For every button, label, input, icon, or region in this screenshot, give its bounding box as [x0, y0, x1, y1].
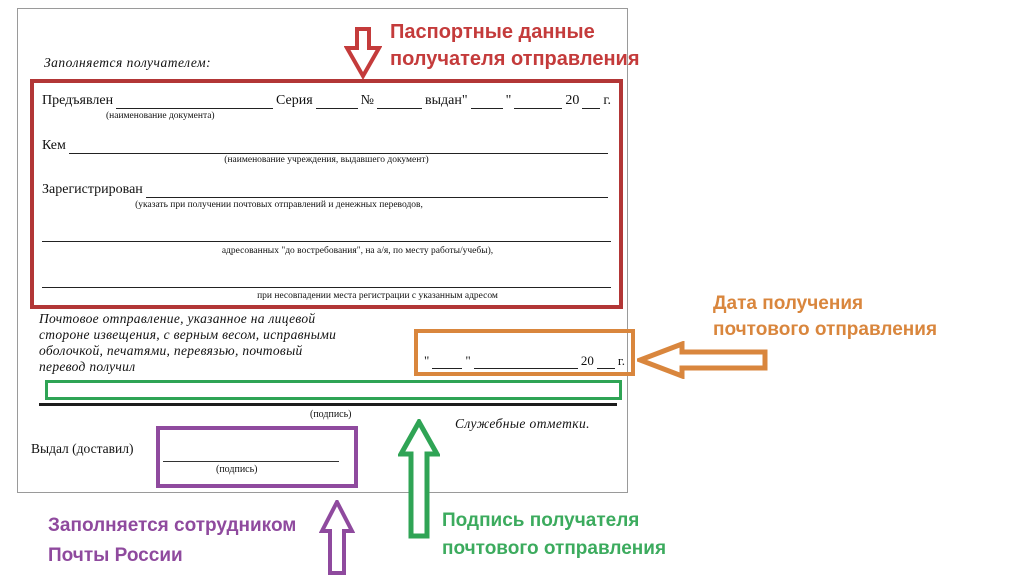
issuer-row	[42, 138, 611, 154]
annotation-line: Заполняется сотрудником	[48, 515, 297, 536]
issuer-blank	[69, 140, 608, 154]
issuer-hint: (наименование учреждения, выдавшего документ)	[224, 155, 429, 165]
year-blank	[582, 95, 600, 109]
registered-hint: (указать при получении почтовых отправлений и денежных переводов,	[135, 200, 423, 210]
receipt-line: перевод получил	[39, 359, 136, 374]
passport-data-box	[30, 79, 623, 309]
quote-open: "	[424, 353, 430, 368]
day-blank	[432, 355, 462, 369]
receipt-line: оболочкой, печатями, перевязью, почтовый	[39, 343, 303, 358]
passport-data-annotation	[390, 19, 640, 73]
annotation-line: получателя отправления	[390, 48, 640, 70]
issued-by-label: Выдал (доставил)	[31, 441, 134, 456]
year-blank	[597, 355, 615, 369]
mismatch-hint: при несовпадении места регистрации с указанным адресом	[257, 291, 498, 301]
signature-rule	[39, 403, 617, 406]
mismatch-blank-line	[42, 287, 611, 288]
annotation-line: почтового отправления	[442, 538, 667, 559]
registered-label: Зарегистрирован	[42, 182, 143, 197]
address-blank-line	[42, 241, 611, 242]
green-up-arrow-icon	[398, 419, 440, 539]
presented-row	[42, 93, 611, 109]
employee-signature-hint: (подпись)	[216, 464, 258, 475]
quote-close: "	[505, 93, 512, 108]
receipt-line: Почтовое отправление, указанное на лицевой	[39, 311, 316, 326]
number-label: №	[360, 93, 375, 108]
annotation-line: Подпись получателя	[442, 510, 640, 531]
recipient-signature-hint: (подпись)	[310, 409, 352, 420]
month-blank	[514, 95, 562, 109]
quote-open: "	[461, 93, 468, 108]
series-blank	[316, 95, 358, 109]
month-blank	[474, 355, 578, 369]
registered-blank	[146, 184, 608, 198]
receipt-statement	[39, 311, 399, 375]
postal-employee-annotation	[48, 511, 296, 571]
receipt-line: стороне извещения, с верным весом, исправными	[39, 327, 337, 342]
service-marks-label: Служебные отметки.	[455, 416, 590, 431]
purple-up-arrow-icon	[319, 500, 355, 576]
annotation-line: Дата получения	[713, 293, 864, 314]
recipient-signature-annotation	[442, 507, 666, 563]
document-name-blank	[116, 95, 273, 109]
day-blank	[471, 95, 503, 109]
registered-row	[42, 182, 611, 198]
document-name-hint: (наименование документа)	[106, 111, 215, 121]
receive-date-field	[414, 329, 635, 376]
recipient-signature-field	[45, 380, 622, 400]
employee-signature-line	[163, 451, 339, 462]
issuer-label: Кем	[42, 138, 66, 153]
red-down-arrow-icon	[344, 27, 382, 79]
number-blank	[377, 95, 422, 109]
addressed-hint: адресованных "до востребования", на а/я, по месту работы/учебы),	[221, 246, 494, 256]
annotation-line: Почты России	[48, 545, 183, 566]
year-prefix: 20	[580, 353, 594, 368]
series-label: Серия	[276, 93, 313, 108]
filled-by-recipient-note: Заполняется получателем:	[44, 55, 212, 70]
quote-close: "	[465, 353, 471, 368]
annotation-line: Паспортные данные	[390, 21, 595, 43]
year-suffix: г.	[617, 353, 625, 368]
year-suffix: г.	[603, 93, 611, 108]
issued-label: выдан	[425, 93, 462, 108]
postal-form-document	[17, 8, 628, 493]
presented-label: Предъявлен	[42, 93, 114, 108]
orange-left-arrow-icon	[637, 341, 769, 379]
annotation-line: почтового отправления	[713, 319, 938, 340]
receive-date-annotation	[713, 291, 937, 343]
year-prefix: 20	[565, 93, 580, 108]
